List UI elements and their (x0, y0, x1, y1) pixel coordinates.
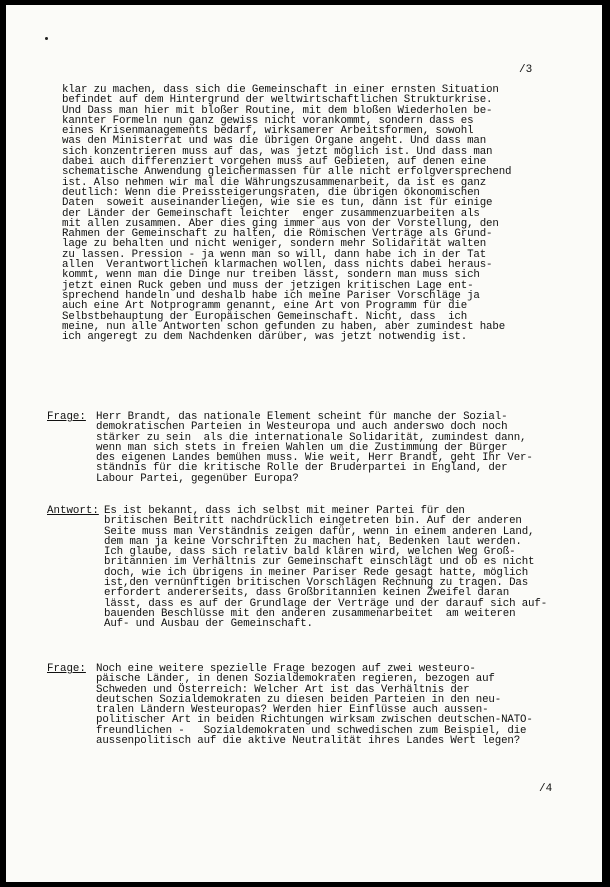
question-label-1: Frage: (47, 411, 86, 423)
answer-label-1: Antwort: (47, 505, 99, 517)
page-marker-bottom: /4 (539, 783, 553, 795)
answer-text-1: Es ist bekannt, dass ich selbst mit meiner Partei für den britischen Beitritt nachdrücklich eingetreten bin. Auf der anderen Seite muss man Verständnis zeigen dafür, wenn in einem anderen Land, dem man ja keine Vorschriften zu machen hat, Bedenken laut werden. Ich glaube, dass sich relativ bald klären wird, welchen Weg Groß- britannien im Verhältnis zur Gemeinschaft einschlägt und ob es nicht doch, wie ich übrigens in meiner Pariser Rede gesagt hatte, möglich ist,den vernünftigen britischen Vorschlägen Rechnung zu tragen. Das erfordert andererseits, dass Großbritannien keinen Zweifel daran lässt, dass es auf der Grundlage der Verträge und der darauf sich auf- bauenden Beschlüsse mit den anderen zusammenarbeitet am weiteren Auf- und Ausbau der Gemeinschaft. (104, 505, 548, 631)
question-text-1: Herr Brandt, das nationale Element scheint für manche der Sozial- demokratischen Parteien in Westeuropa und auch anderswo doch noch stärker zu sein als die internationale Solidarität, zumindest dann, wenn man sich stets in freien Wahlen um die Zustimmung der Bürger des eigenen Landes bemühen muss. Wie weit, Herr Brandt, geht Ihr Ver- ständnis für die kritische Rolle der Bruderpartei in England, der Labour Partei, gegenüber Europa? (96, 411, 533, 485)
question-text-2: Noch eine weitere spezielle Frage bezogen auf zwei westeuro- päische Länder, in denen Sozialdemokraten regieren, bezogen auf Schweden und Österreich: Welcher Art ist das Verhältnis der deutschen Sozialdemokraten zu diesen beiden Parteien in den neu- tralen Ländern Westeuropas? Werden hier Einflüsse auch aussen- politischer Art in beiden Richtungen wirksam zwischen deutschen-NATO- freundlichen - Sozialdemokraten und schwedischen zum Beispiel, die aussenpolitisch auf die aktive Neutralität ihres Landes Wert legen? (96, 663, 533, 748)
page-marker-top: /3 (519, 64, 533, 76)
document-page (6, 5, 602, 882)
paragraph-continuation: klar zu machen, dass sich die Gemeinschaft in einer ernsten Situation befindet auf dem Hintergrund der weltwirtschaftlichen Strukturkrise. Und Dass man hier mit bloßer Routine, mit dem bloßen Wiederholen be- kannter Formeln nun ganz gewiss nicht vorankommt, sondern dass es eines Krisenmanagements bedarf, wirksamerer Arbeitsformen, sowohl was den Ministerrat und was die übrigen Organe angeht. Und dass man sich konzentrieren muss auf das, was jetzt möglich ist. Und dass man dabei auch differenziert vorgehen muss auf Gebieten, auf denen eine schematische Anwendung gleichermassen für alle nicht erfolgversprechend ist. Also nehmen wir mal die Währungszusammenarbeit, da ist es ganz deutlich: Wenn die Preissteigerungsraten, die übrigen ökonomischen Daten soweit auseinanderliegen, wie sie es tun, dann ist für einige der Länder der Gemeinschaft leichter enger zusammenzuarbeiten als mit allen zusammen. Aber dies ging immer aus von der Vorstellung, den Rahmen der Gemeinschaft zu halten, die Römischen Verträge als Grund- lage zu behalten und nicht weniger, sondern mehr Solidarität walten zu lassen. Pression - ja wenn man so will, dann habe ich in der Tat allen Verantwortlichen klarmachen wollen, dass nichts dabei heraus- kommt, wenn man die Dinge nur treiben lässt, sondern man muss sich jetzt einen Ruck geben und muss der jetzigen kritischen Lage ent- sprechend handeln und deshalb habe ich meine Pariser Vorschläge ja auch eine Art Notprogramm genannt, eine Art von Programm für die Selbstbehauptung der Europäischen Gemeinschaft. Nicht, dass ich meine, nun alle Antworten schon gefunden zu haben, aber zumindest habe ich angeregt zu dem Nachdenken darüber, was jetzt notwendig ist. (62, 84, 512, 344)
punch-mark (45, 37, 48, 40)
question-label-2: Frage: (47, 663, 86, 675)
